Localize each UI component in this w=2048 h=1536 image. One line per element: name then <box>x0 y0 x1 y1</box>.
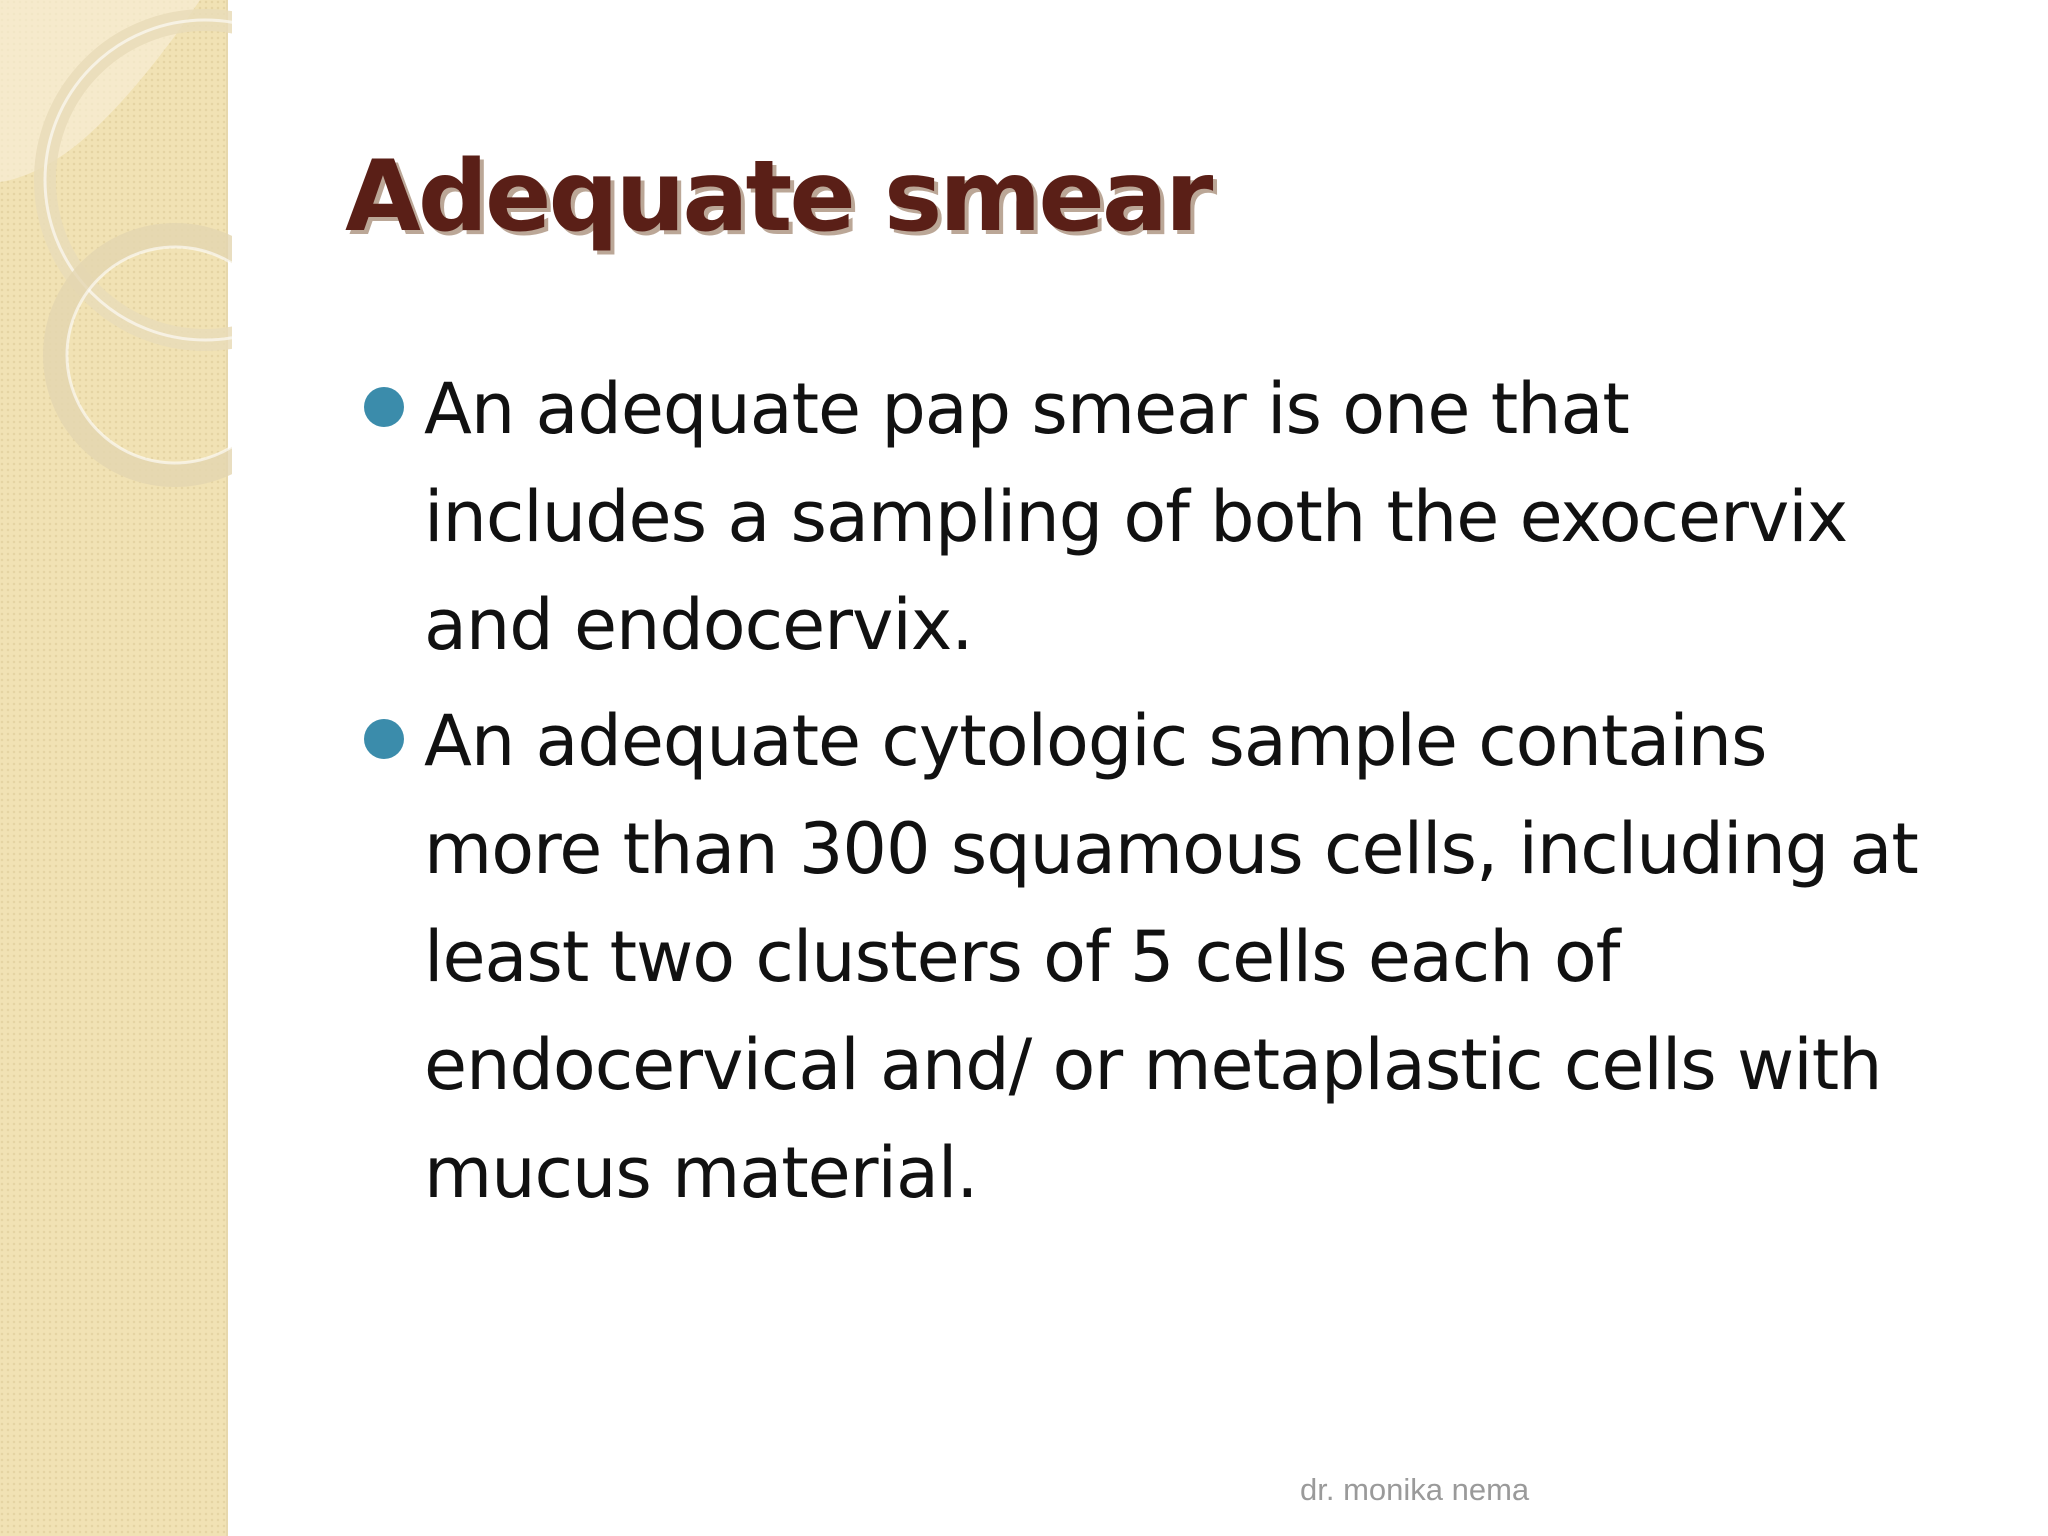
bullet-text: An adequate cytologic sample contains more than 300 squamous cells, including at least two clusters of 5 cells each of endocervical and/ or metaplastic cells with mucus material. <box>424 700 1918 1214</box>
footer-author: dr. monika nema <box>1300 1472 1530 1507</box>
bullet-dot-icon <box>364 719 404 759</box>
bullet-list <box>364 355 1964 1235</box>
decorative-rings-graphic <box>0 0 232 520</box>
bullet-item <box>364 687 1964 1227</box>
bullet-dot-icon <box>364 387 404 427</box>
bullet-text: An adequate pap smear is one that includes a sampling of both the exocervix and endocervix. <box>424 368 1848 666</box>
slide-title: Adequate smear <box>345 140 1211 254</box>
bullet-item <box>364 355 1964 679</box>
